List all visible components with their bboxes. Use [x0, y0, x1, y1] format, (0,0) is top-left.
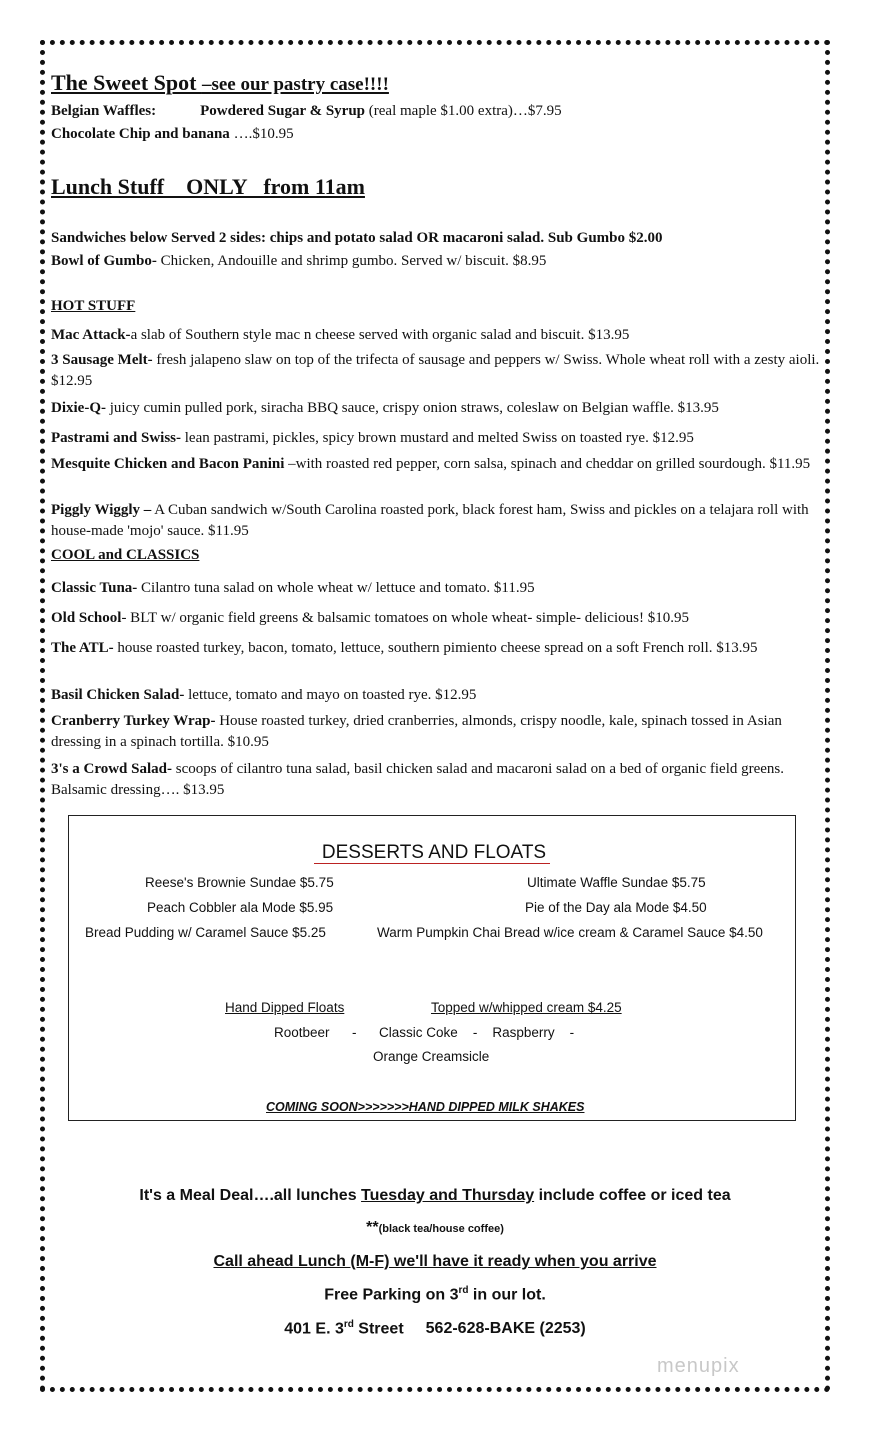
floats-flavors: Rootbeer - Classic Coke - Raspberry -: [274, 1025, 575, 1040]
tea-note: **(black tea/house coffee): [366, 1219, 504, 1236]
lunch-heading: Lunch Stuff ONLY from 11am: [51, 174, 365, 199]
hot-stuff-heading: HOT STUFF: [51, 298, 136, 314]
floats-flavor-orange: Orange Creamsicle: [373, 1049, 490, 1064]
dessert-item: Pie of the Day ala Mode $4.50: [525, 900, 707, 915]
desserts-title: DESSERTS AND FLOATS: [69, 842, 795, 864]
choc-chip-line: Chocolate Chip and banana ….$10.95: [51, 126, 294, 142]
floats-label: Hand Dipped Floats: [225, 1000, 345, 1015]
parking: Free Parking on 3rd in our lot.: [324, 1285, 546, 1304]
cool-item: 3's a Crowd Salad- scoops of cilantro tuna salad, basil chicken salad and macaroni salad on a bed of organic field greens. Balsamic dressing…. $13.95: [51, 761, 785, 798]
hot-item: Pastrami and Swiss- lean pastrami, pickles, spicy brown mustard and melted Swiss on toasted rye. $12.95: [51, 430, 694, 446]
dessert-item: Reese's Brownie Sundae $5.75: [145, 875, 334, 890]
belgian-waffles-line: Belgian Waffles: Powdered Sugar & Syrup (real maple $1.00 extra)…$7.95: [51, 103, 562, 119]
hot-item: Dixie-Q- juicy cumin pulled pork, siracha BBQ sauce, crispy onion straws, coleslaw on Belgian waffle. $13.95: [51, 400, 719, 416]
hot-item: Piggly Wiggly – A Cuban sandwich w/South Carolina roasted pork, black forest ham, Swiss and pickles on a telajara roll with house-made 'mojo' sauce. $11.95: [51, 502, 809, 539]
sides-note: Sandwiches below Served 2 sides: chips and potato salad OR macaroni salad. Sub Gumbo $2.00: [51, 230, 663, 246]
desserts-box: [68, 815, 796, 1121]
gumbo-line: Bowl of Gumbo- Chicken, Andouille and shrimp gumbo. Served w/ biscuit. $8.95: [51, 253, 547, 269]
coming-soon: COMING SOON>>>>>>>HAND DIPPED MILK SHAKES: [266, 1100, 585, 1114]
cool-item: Cranberry Turkey Wrap- House roasted turkey, dried cranberries, almonds, crispy noodle, kale, spinach tossed in Asian dressing in a spinach tortilla. $10.95: [51, 713, 782, 750]
cool-item: Old School- BLT w/ organic field greens & balsamic tomatoes on whole wheat- simple- delicious! $10.95: [51, 610, 689, 626]
floats-topped: Topped w/whipped cream $4.25: [431, 1000, 622, 1015]
cool-item: Classic Tuna- Cilantro tuna salad on whole wheat w/ lettuce and tomato. $11.95: [51, 580, 535, 596]
dessert-item: Peach Cobbler ala Mode $5.95: [147, 900, 334, 915]
address-phone: 401 E. 3rd Street 562-628-BAKE (2253): [284, 1319, 586, 1338]
call-ahead: Call ahead Lunch (M-F) we'll have it ready when you arrive: [213, 1253, 657, 1270]
dessert-item: Ultimate Waffle Sundae $5.75: [527, 875, 706, 890]
menupix-watermark: menupix: [657, 1355, 740, 1377]
meal-deal: It's a Meal Deal….all lunches Tuesday and Thursday include coffee or iced tea: [139, 1187, 731, 1204]
cool-item: Basil Chicken Salad- lettuce, tomato and mayo on toasted rye. $12.95: [51, 687, 477, 703]
hot-item: Mac Attack-a slab of Southern style mac n cheese served with organic salad and biscuit. $13.95: [51, 327, 630, 343]
sweet-spot-heading: The Sweet Spot –see our pastry case!!!!: [51, 70, 389, 95]
cool-item: The ATL- house roasted turkey, bacon, tomato, lettuce, southern pimiento cheese spread on a soft French roll. $13.95: [51, 640, 758, 656]
dessert-item: Warm Pumpkin Chai Bread w/ice cream & Caramel Sauce $4.50: [377, 925, 763, 940]
dessert-item: Bread Pudding w/ Caramel Sauce $5.25: [85, 925, 326, 940]
hot-item: Mesquite Chicken and Bacon Panini –with roasted red pepper, corn salsa, spinach and cheddar on grilled sourdough. $11.95: [51, 456, 811, 472]
cool-classics-heading: COOL and CLASSICS: [51, 547, 200, 563]
hot-item: 3 Sausage Melt- fresh jalapeno slaw on top of the trifecta of sausage and peppers w/ Swiss. Whole wheat roll with a zesty aioli. $12.95: [51, 352, 820, 389]
